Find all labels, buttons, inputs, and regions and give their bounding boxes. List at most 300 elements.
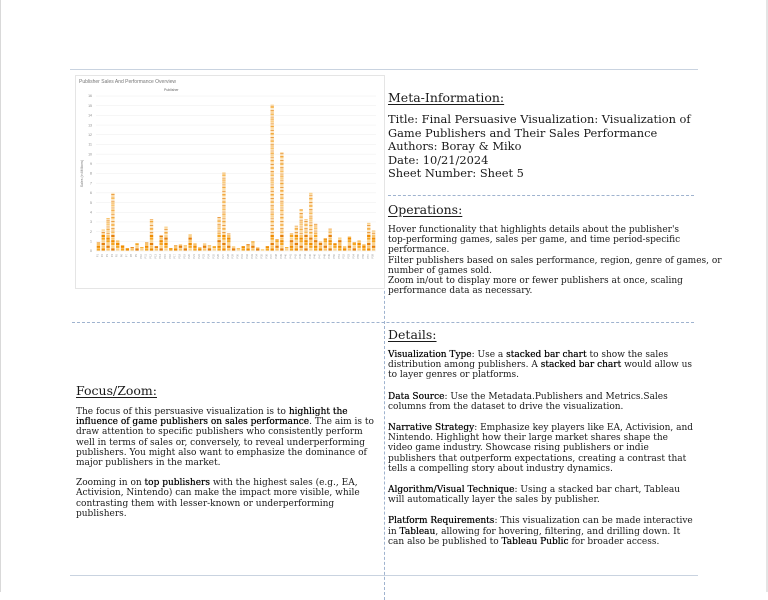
details-heading: Details: bbox=[388, 327, 437, 342]
bar-segment bbox=[367, 228, 370, 229]
bar-segment bbox=[271, 147, 274, 148]
x-tick-label: P3 bbox=[105, 253, 109, 257]
bar-segment bbox=[328, 229, 331, 230]
bar-segment bbox=[222, 209, 225, 210]
bar-segment bbox=[150, 237, 153, 239]
bar-segment bbox=[324, 248, 327, 250]
bar-P50[interactable] bbox=[333, 243, 336, 250]
bar-segment bbox=[348, 246, 351, 248]
bar-segment bbox=[271, 155, 274, 156]
bar-segment bbox=[193, 243, 196, 245]
bar-segment bbox=[111, 214, 114, 215]
bar-segment bbox=[328, 233, 331, 234]
bar-segment bbox=[227, 235, 230, 237]
detail-text: would allow us to layer genres or platforms. bbox=[388, 360, 692, 380]
focus-text: Zooming in on bbox=[76, 478, 145, 488]
page-left-edge bbox=[0, 0, 1, 592]
bar-P23[interactable] bbox=[203, 243, 206, 250]
bar-segment bbox=[271, 183, 274, 184]
bar-segment bbox=[314, 237, 317, 239]
bar-segment bbox=[304, 240, 307, 242]
bar-segment bbox=[102, 237, 105, 239]
chart-panel[interactable] bbox=[75, 75, 385, 289]
bar-P58[interactable] bbox=[372, 231, 375, 251]
bar-P37[interactable] bbox=[271, 105, 274, 251]
bar-segment bbox=[314, 248, 317, 250]
bar-P36[interactable] bbox=[266, 246, 269, 250]
bar-segment bbox=[271, 159, 274, 160]
bar-segment bbox=[290, 237, 293, 239]
detail-label: Visualization Type bbox=[388, 350, 472, 360]
bar-segment bbox=[213, 246, 216, 248]
bar-segment bbox=[348, 240, 351, 242]
bar-segment bbox=[309, 217, 312, 218]
bar-segment bbox=[280, 191, 283, 192]
bar-segment bbox=[372, 243, 375, 245]
bar-segment bbox=[140, 247, 143, 248]
bar-segment bbox=[271, 209, 274, 210]
bar-P42[interactable] bbox=[295, 226, 298, 251]
bar-segment bbox=[280, 221, 283, 222]
detail-emphasis: stacked bar chart bbox=[506, 350, 586, 360]
bar-segment bbox=[367, 233, 370, 234]
bar-segment bbox=[145, 243, 148, 245]
bar-segment bbox=[222, 221, 225, 222]
bar-segment bbox=[362, 244, 365, 245]
bar-segment bbox=[304, 221, 307, 222]
bar-segment bbox=[280, 220, 283, 221]
bar-P19[interactable] bbox=[184, 245, 187, 250]
bar-segment bbox=[217, 243, 220, 245]
x-tick-label: P51 bbox=[337, 253, 341, 258]
bar-P14[interactable] bbox=[159, 236, 162, 251]
bar-P52[interactable] bbox=[343, 246, 346, 250]
bar-segment bbox=[357, 246, 360, 248]
bar-P48[interactable] bbox=[324, 238, 327, 250]
bar-segment bbox=[271, 143, 274, 144]
bar-P3[interactable] bbox=[106, 218, 109, 251]
bar-segment bbox=[111, 194, 114, 195]
middle-divider bbox=[72, 322, 694, 323]
bar-P46[interactable] bbox=[314, 224, 317, 251]
bar-segment bbox=[367, 237, 370, 239]
bar-P54[interactable] bbox=[353, 242, 356, 250]
bar-segment bbox=[348, 236, 351, 237]
bar-segment bbox=[328, 232, 331, 233]
bar-segment bbox=[106, 229, 109, 230]
bar-segment bbox=[275, 239, 278, 240]
bar-segment bbox=[290, 240, 293, 242]
bar-P51[interactable] bbox=[338, 237, 341, 250]
bar-segment bbox=[309, 214, 312, 215]
bar-P5[interactable] bbox=[116, 240, 119, 250]
x-tick-label: P58 bbox=[371, 253, 375, 258]
bar-P39[interactable] bbox=[280, 152, 283, 250]
bar-segment bbox=[222, 193, 225, 194]
bar-P13[interactable] bbox=[155, 246, 158, 250]
x-tick-label: P26 bbox=[216, 253, 220, 258]
bar-P7[interactable] bbox=[126, 248, 129, 250]
bar-P6[interactable] bbox=[121, 245, 124, 250]
bar-P44[interactable] bbox=[304, 219, 307, 251]
detail-text: : Use a bbox=[472, 350, 507, 360]
bar-segment bbox=[150, 228, 153, 229]
bar-P34[interactable] bbox=[256, 247, 259, 250]
bar-segment bbox=[131, 248, 134, 250]
bar-segment bbox=[280, 182, 283, 183]
bar-segment bbox=[304, 227, 307, 228]
bar-segment bbox=[111, 232, 114, 233]
bar-segment bbox=[328, 237, 331, 239]
bar-segment bbox=[271, 191, 274, 192]
bar-P12[interactable] bbox=[150, 219, 153, 251]
bar-segment bbox=[271, 195, 274, 196]
bar-segment bbox=[150, 246, 153, 248]
bar-P16[interactable] bbox=[169, 248, 172, 250]
x-tick-label: P50 bbox=[332, 253, 336, 258]
bar-segment bbox=[188, 237, 191, 239]
bar-segment bbox=[280, 210, 283, 211]
bar-segment bbox=[309, 202, 312, 203]
bar-P31[interactable] bbox=[242, 246, 245, 250]
bar-segment bbox=[309, 243, 312, 245]
bar-segment bbox=[111, 201, 114, 202]
bar-segment bbox=[222, 185, 225, 186]
bar-segment bbox=[309, 233, 312, 234]
bar-P15[interactable] bbox=[164, 227, 167, 251]
bar-segment bbox=[271, 190, 274, 191]
bar-segment bbox=[304, 237, 307, 239]
bar-P30[interactable] bbox=[237, 248, 240, 250]
bar-segment bbox=[227, 246, 230, 248]
bar-segment bbox=[280, 206, 283, 207]
bar-segment bbox=[271, 129, 274, 130]
bar-segment bbox=[222, 175, 225, 176]
bar-segment bbox=[159, 236, 162, 238]
bar-P22[interactable] bbox=[198, 247, 201, 250]
bar-segment bbox=[150, 232, 153, 233]
bar-segment bbox=[290, 246, 293, 248]
bar-segment bbox=[111, 225, 114, 226]
bar-segment bbox=[106, 237, 109, 239]
bar-segment bbox=[280, 227, 283, 228]
bar-segment bbox=[271, 243, 274, 245]
detail-algorithm bbox=[388, 485, 694, 505]
bar-segment bbox=[280, 190, 283, 191]
bar-P32[interactable] bbox=[246, 244, 249, 250]
bar-segment bbox=[309, 197, 312, 198]
bar-segment bbox=[188, 235, 191, 237]
bar-segment bbox=[222, 208, 225, 209]
focus-heading: Focus/Zoom: bbox=[76, 383, 157, 398]
bar-segment bbox=[280, 195, 283, 196]
bar-P57[interactable] bbox=[367, 223, 370, 251]
bar-segment bbox=[271, 232, 274, 233]
bar-segment bbox=[299, 235, 302, 237]
bar-segment bbox=[280, 170, 283, 171]
x-tick-label: P44 bbox=[303, 253, 307, 258]
bar-segment bbox=[309, 225, 312, 226]
bar-segment bbox=[299, 217, 302, 218]
bar-segment bbox=[280, 216, 283, 217]
bar-segment bbox=[150, 235, 153, 237]
bar-segment bbox=[102, 230, 105, 231]
x-tick-label: P6 bbox=[120, 253, 124, 257]
bar-segment bbox=[111, 193, 114, 194]
bar-segment bbox=[203, 248, 206, 250]
bar-P11[interactable] bbox=[145, 242, 148, 250]
bar-segment bbox=[328, 240, 331, 242]
bar-segment bbox=[217, 220, 220, 221]
x-tick-label: P24 bbox=[206, 253, 210, 258]
bar-P2[interactable] bbox=[102, 230, 105, 251]
bar-segment bbox=[314, 233, 317, 234]
bar-segment bbox=[251, 246, 254, 248]
bar-segment bbox=[111, 208, 114, 209]
bar-segment bbox=[222, 223, 225, 224]
x-tick-label: P14 bbox=[158, 253, 162, 258]
x-tick-label: P42 bbox=[293, 253, 297, 258]
bar-segment bbox=[271, 133, 274, 134]
bar-P17[interactable] bbox=[174, 245, 177, 250]
bar-segment bbox=[309, 209, 312, 210]
bar-P4[interactable] bbox=[111, 193, 114, 251]
bar-segment bbox=[179, 246, 182, 248]
bar-P40[interactable] bbox=[285, 247, 288, 250]
top-rule bbox=[70, 69, 698, 70]
bar-segment bbox=[97, 246, 100, 248]
bar-segment bbox=[280, 201, 283, 202]
x-tick-label: P11 bbox=[144, 253, 148, 258]
bar-P55[interactable] bbox=[357, 240, 360, 250]
bar-segment bbox=[280, 160, 283, 161]
bar-segment bbox=[150, 224, 153, 225]
bar-segment bbox=[271, 213, 274, 214]
y-axis-label: Sales (in Millions) bbox=[80, 160, 84, 187]
bar-segment bbox=[222, 225, 225, 226]
bar-segment bbox=[328, 235, 331, 237]
bar-segment bbox=[280, 232, 283, 233]
bar-segment bbox=[271, 194, 274, 195]
bar-P43[interactable] bbox=[299, 209, 302, 250]
bar-P1[interactable] bbox=[97, 242, 100, 250]
bar-segment bbox=[357, 240, 360, 242]
bar-segment bbox=[150, 240, 153, 242]
bar-segment bbox=[299, 216, 302, 217]
bar-segment bbox=[150, 225, 153, 226]
bar-segment bbox=[299, 220, 302, 221]
bar-segment bbox=[217, 229, 220, 230]
bar-segment bbox=[217, 218, 220, 219]
bar-segment bbox=[338, 243, 341, 245]
bar-segment bbox=[309, 213, 312, 214]
x-tick-label: P35 bbox=[260, 253, 264, 258]
bar-segment bbox=[367, 223, 370, 224]
bar-segment bbox=[280, 171, 283, 172]
bar-P24[interactable] bbox=[208, 245, 211, 250]
x-tick-label: P15 bbox=[163, 253, 167, 258]
bar-segment bbox=[372, 231, 375, 232]
x-tick-label: P5 bbox=[115, 253, 119, 257]
bar-P18[interactable] bbox=[179, 244, 182, 250]
bar-segment bbox=[299, 229, 302, 230]
bar-segment bbox=[188, 243, 191, 245]
y-tick-label: 13 bbox=[88, 123, 92, 127]
bar-segment bbox=[256, 248, 259, 250]
meta-title-line-1: Title: Final Persuasive Visualization: Visualization of bbox=[388, 113, 691, 127]
bar-segment bbox=[280, 228, 283, 229]
bar-segment bbox=[271, 182, 274, 183]
bar-segment bbox=[280, 209, 283, 210]
bar-segment bbox=[111, 204, 114, 205]
stacked-bar-chart[interactable] bbox=[76, 76, 384, 288]
bar-segment bbox=[314, 224, 317, 225]
bar-segment bbox=[261, 249, 264, 251]
bar-P10[interactable] bbox=[140, 247, 143, 250]
bar-segment bbox=[251, 243, 254, 245]
bar-segment bbox=[208, 248, 211, 250]
bar-segment bbox=[222, 246, 225, 248]
bar-segment bbox=[227, 237, 230, 239]
bar-segment bbox=[343, 246, 346, 248]
meta-info-block bbox=[388, 113, 691, 181]
bar-segment bbox=[309, 232, 312, 233]
bar-segment bbox=[222, 214, 225, 215]
bar-segment bbox=[111, 221, 114, 222]
bar-segment bbox=[222, 201, 225, 202]
y-tick-label: 9 bbox=[90, 162, 92, 166]
bar-segment bbox=[280, 213, 283, 214]
bar-segment bbox=[271, 138, 274, 139]
bar-segment bbox=[116, 248, 119, 250]
ops-line: Filter publishers based on sales performance, region, genre of games, or bbox=[388, 256, 693, 266]
detail-text: : This visualization can be made interactive in bbox=[388, 516, 693, 536]
bar-P28[interactable] bbox=[227, 234, 230, 251]
bar-segment bbox=[299, 213, 302, 214]
bar-segment bbox=[102, 240, 105, 242]
bar-segment bbox=[135, 243, 138, 245]
bar-segment bbox=[271, 145, 274, 146]
bar-segment bbox=[280, 193, 283, 194]
bar-P21[interactable] bbox=[193, 243, 196, 250]
bar-segment bbox=[140, 248, 143, 250]
bar-segment bbox=[222, 179, 225, 180]
bar-P45[interactable] bbox=[309, 193, 312, 251]
bar-segment bbox=[271, 175, 274, 176]
bar-segment bbox=[299, 209, 302, 210]
bar-segment bbox=[271, 156, 274, 157]
bar-segment bbox=[271, 228, 274, 229]
bar-segment bbox=[271, 152, 274, 153]
bar-segment bbox=[324, 240, 327, 242]
bar-segment bbox=[271, 225, 274, 226]
detail-label: Data Source bbox=[388, 392, 444, 402]
bar-segment bbox=[169, 248, 172, 250]
bar-segment bbox=[271, 151, 274, 152]
bar-segment bbox=[116, 246, 119, 248]
bar-segment bbox=[222, 180, 225, 181]
bar-segment bbox=[290, 235, 293, 237]
bar-segment bbox=[299, 231, 302, 232]
bar-segment bbox=[372, 232, 375, 233]
bar-P47[interactable] bbox=[319, 241, 322, 250]
bar-segment bbox=[271, 117, 274, 118]
bar-segment bbox=[222, 224, 225, 225]
bar-P38[interactable] bbox=[275, 239, 278, 250]
bar-P8[interactable] bbox=[131, 247, 134, 250]
bar-segment bbox=[111, 205, 114, 206]
bar-segment bbox=[271, 124, 274, 125]
bar-P20[interactable] bbox=[188, 235, 191, 251]
bar-segment bbox=[372, 237, 375, 239]
bar-segment bbox=[309, 195, 312, 196]
bar-segment bbox=[275, 240, 278, 242]
bar-P29[interactable] bbox=[232, 246, 235, 250]
operations-heading: Operations: bbox=[388, 202, 462, 217]
bar-segment bbox=[367, 225, 370, 226]
bar-segment bbox=[222, 235, 225, 237]
x-tick-label: P25 bbox=[211, 253, 215, 258]
bar-P9[interactable] bbox=[135, 243, 138, 250]
bar-segment bbox=[304, 235, 307, 237]
bar-segment bbox=[324, 238, 327, 239]
bar-segment bbox=[222, 212, 225, 213]
bar-segment bbox=[217, 224, 220, 225]
bar-P35[interactable] bbox=[261, 249, 264, 251]
bar-P49[interactable] bbox=[328, 229, 331, 251]
bar-segment bbox=[222, 228, 225, 229]
bar-P25[interactable] bbox=[213, 246, 216, 250]
bar-segment bbox=[304, 224, 307, 225]
bar-segment bbox=[304, 243, 307, 245]
bar-P33[interactable] bbox=[251, 241, 254, 250]
bar-P53[interactable] bbox=[348, 236, 351, 250]
bar-P27[interactable] bbox=[222, 173, 225, 251]
bar-P41[interactable] bbox=[290, 234, 293, 251]
bar-segment bbox=[372, 240, 375, 242]
bar-segment bbox=[319, 248, 322, 250]
bar-segment bbox=[280, 199, 283, 200]
bar-segment bbox=[106, 224, 109, 225]
bar-segment bbox=[106, 235, 109, 237]
bar-segment bbox=[271, 126, 274, 127]
bar-segment bbox=[217, 248, 220, 250]
y-tick-label: 1 bbox=[90, 240, 92, 244]
bar-segment bbox=[299, 243, 302, 245]
x-tick-label: P32 bbox=[245, 253, 249, 258]
bar-segment bbox=[150, 221, 153, 222]
focus-paragraph-1 bbox=[76, 407, 381, 468]
meta-title-line-2: Game Publishers and Their Sales Performance bbox=[388, 127, 691, 141]
x-tick-label: P16 bbox=[168, 253, 172, 258]
bar-segment bbox=[295, 237, 298, 239]
bar-segment bbox=[164, 233, 167, 234]
bar-segment bbox=[367, 235, 370, 237]
bar-segment bbox=[217, 237, 220, 239]
bar-segment bbox=[111, 240, 114, 242]
bar-segment bbox=[271, 212, 274, 213]
bar-segment bbox=[280, 152, 283, 153]
bar-segment bbox=[159, 243, 162, 245]
bar-segment bbox=[348, 243, 351, 245]
bar-segment bbox=[295, 233, 298, 234]
bar-segment bbox=[314, 228, 317, 229]
bar-segment bbox=[304, 228, 307, 229]
bar-segment bbox=[367, 227, 370, 228]
bar-P56[interactable] bbox=[362, 244, 365, 250]
x-tick-label: P1 bbox=[95, 253, 99, 257]
x-tick-label: P40 bbox=[284, 253, 288, 258]
